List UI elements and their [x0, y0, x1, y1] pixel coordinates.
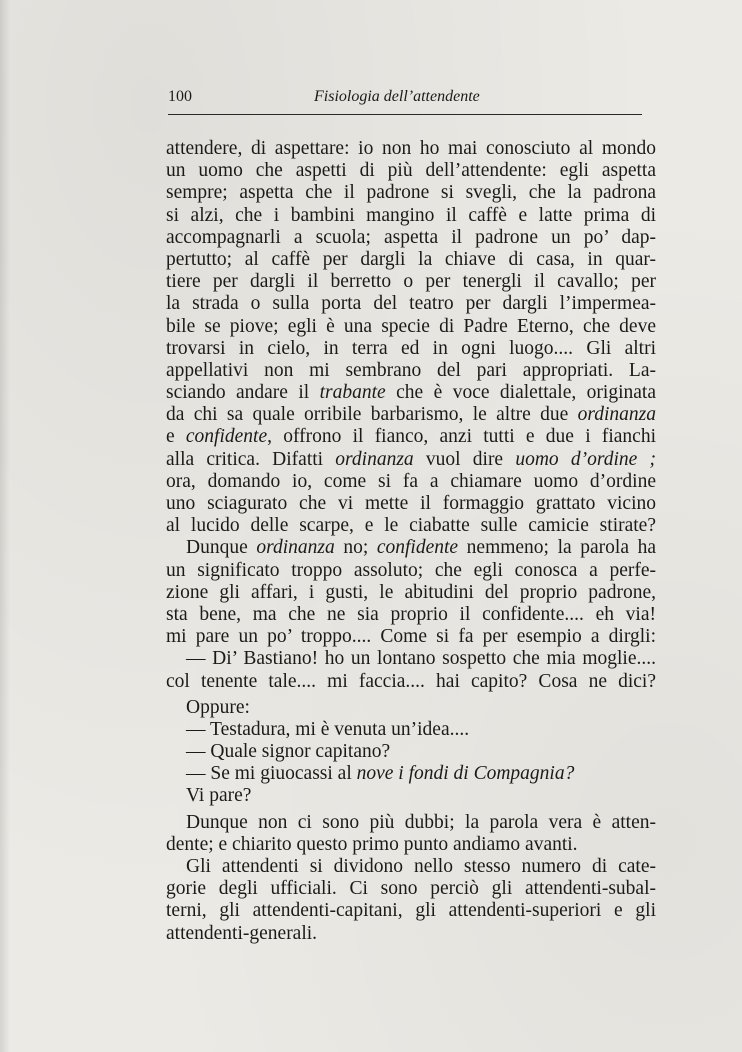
text-segment: da chi sa quale orribile barbarismo, le altre due: [166, 404, 578, 426]
text-line: [166, 812, 656, 834]
text-line: [166, 648, 656, 670]
page-number: 100: [168, 88, 192, 105]
text-line: [166, 426, 656, 448]
text-segment: bile se piove; egli è una specie di Padre Eterno, che deve: [166, 315, 656, 337]
text-segment: nemmeno; la parola ha: [458, 537, 656, 559]
text-line: [166, 763, 656, 785]
text-line: [166, 515, 656, 537]
body-text: [166, 138, 656, 945]
italic-phrase: confidente: [376, 537, 459, 559]
text-segment: sciando andare il: [166, 382, 320, 404]
italic-phrase: confidente: [185, 426, 268, 448]
text-segment: — Testadura, mi è venuta un’idea....: [186, 718, 470, 740]
text-segment: vuol dire: [413, 448, 516, 470]
italic-phrase: ordinanza: [256, 537, 335, 559]
page-header: [168, 86, 642, 115]
text-segment: Vi pare?: [186, 785, 252, 807]
text-segment: attendenti-generali.: [166, 922, 318, 944]
text-line: [166, 671, 656, 693]
text-segment: trovarsi in cielo, in terra ed in ogni luogo.... Gli altri: [166, 337, 656, 359]
text-segment: sta bene, ma che ne sia proprio il confidente.... eh via!: [166, 603, 656, 625]
text-line: [166, 449, 656, 471]
text-segment: attendere, di aspettare: io non ho mai conosciuto al mondo: [166, 138, 656, 159]
text-segment: al lucido delle scarpe, e le ciabatte sulle camicie stirate?: [166, 515, 656, 537]
text-segment: — Se mi giuocassi al: [186, 763, 357, 785]
text-line: [166, 138, 656, 160]
text-segment: dente; e chiarito questo primo punto andiamo avanti.: [166, 833, 578, 855]
text-line: [166, 878, 656, 900]
italic-phrase: trabante: [319, 382, 386, 404]
text-line: [166, 900, 656, 922]
text-segment: zione gli affari, i gusti, le abitudini del proprio padrone,: [166, 581, 656, 603]
text-segment: un uomo che aspetti di più dell’attendente: egli aspetta: [166, 160, 656, 182]
text-line: [166, 537, 656, 559]
text-line: [166, 471, 656, 493]
text-line: [166, 560, 656, 582]
text-segment: Oppure:: [186, 696, 250, 718]
italic-phrase: ordinanza: [335, 448, 414, 470]
text-segment: Dunque: [186, 537, 257, 559]
text-segment: terni, gli attendenti-capitani, gli attendenti-superiori e gli: [166, 900, 656, 922]
text-segment: col tenente tale.... mi faccia.... hai capito? Cosa ne dici?: [166, 670, 656, 692]
text-line: [166, 834, 656, 856]
text-segment: un significato troppo assoluto; che egli conosca a perfe-: [166, 559, 656, 581]
text-segment: Gli attendenti si dividono nello stesso numero di cate-: [186, 856, 656, 877]
text-line: [166, 582, 656, 604]
text-segment: uno sciagurato che vi mette il formaggio grattato vicino: [166, 493, 656, 514]
text-line: [166, 249, 656, 271]
text-line: [166, 227, 656, 249]
text-line: [166, 271, 656, 293]
text-line: [166, 205, 656, 227]
text-line: [166, 338, 656, 360]
text-line: [166, 293, 656, 315]
running-title: Fisiologia dell’attendente: [314, 88, 480, 105]
page-shadow-edge: [0, 0, 10, 1052]
text-line: [166, 697, 656, 719]
text-line: [166, 404, 656, 426]
text-segment: si alzi, che i bambini mangino il caffè e latte prima di: [166, 204, 656, 226]
text-segment: accompagnarli a scuola; aspetta il padrone un po’ dap-: [166, 226, 656, 248]
text-segment: e: [166, 426, 186, 448]
italic-phrase: nove i fondi di Compagnia?: [356, 763, 575, 785]
text-segment: tiere per dargli il berretto o per tenergli il cavallo; per: [166, 271, 656, 293]
text-segment: — Di’ Bastiano! ho un lontano sospetto che mia moglie....: [186, 648, 656, 670]
text-line: [166, 626, 656, 648]
text-segment: mi pare un po’ troppo.... Come si fa per esempio a dirgli:: [166, 626, 656, 648]
text-segment: no;: [334, 537, 377, 559]
text-segment: che è voce dialettale, originata: [385, 382, 656, 404]
text-line: [166, 182, 656, 204]
text-line: [166, 316, 656, 338]
text-segment: Dunque non ci sono più dubbi; la parola vera è atten-: [186, 811, 656, 833]
text-line: [166, 160, 656, 182]
text-line: [166, 856, 656, 878]
text-line: [166, 360, 656, 382]
text-segment: pertutto; al caffè per dargli la chiave di casa, in quar-: [166, 248, 656, 270]
italic-phrase: uomo d’ordine ;: [515, 448, 657, 470]
text-line: [166, 741, 656, 763]
text-line: [166, 382, 656, 404]
text-segment: sempre; aspetta che il padrone si svegli, che la padrona: [166, 182, 656, 204]
text-line: [166, 719, 656, 741]
italic-phrase: ordinanza: [577, 404, 656, 426]
text-segment: alla critica. Difatti: [166, 448, 336, 470]
text-line: [166, 604, 656, 626]
text-segment: ora, domando io, come si fa a chiamare uomo d’ordine: [166, 470, 656, 492]
text-segment: , offrono il fianco, anzi tutti e due i fianchi: [267, 426, 657, 448]
text-line: [166, 923, 656, 945]
text-segment: — Quale signor capitano?: [186, 741, 391, 763]
text-segment: appellativi non mi sembrano del pari appropriati. La-: [166, 359, 656, 381]
text-line: [166, 493, 656, 515]
text-segment: la strada o sulla porta del teatro per dargli l’impermea-: [166, 293, 656, 315]
text-segment: gorie degli ufficiali. Ci sono perciò gli attendenti-subal-: [166, 878, 656, 900]
text-line: [166, 785, 656, 807]
